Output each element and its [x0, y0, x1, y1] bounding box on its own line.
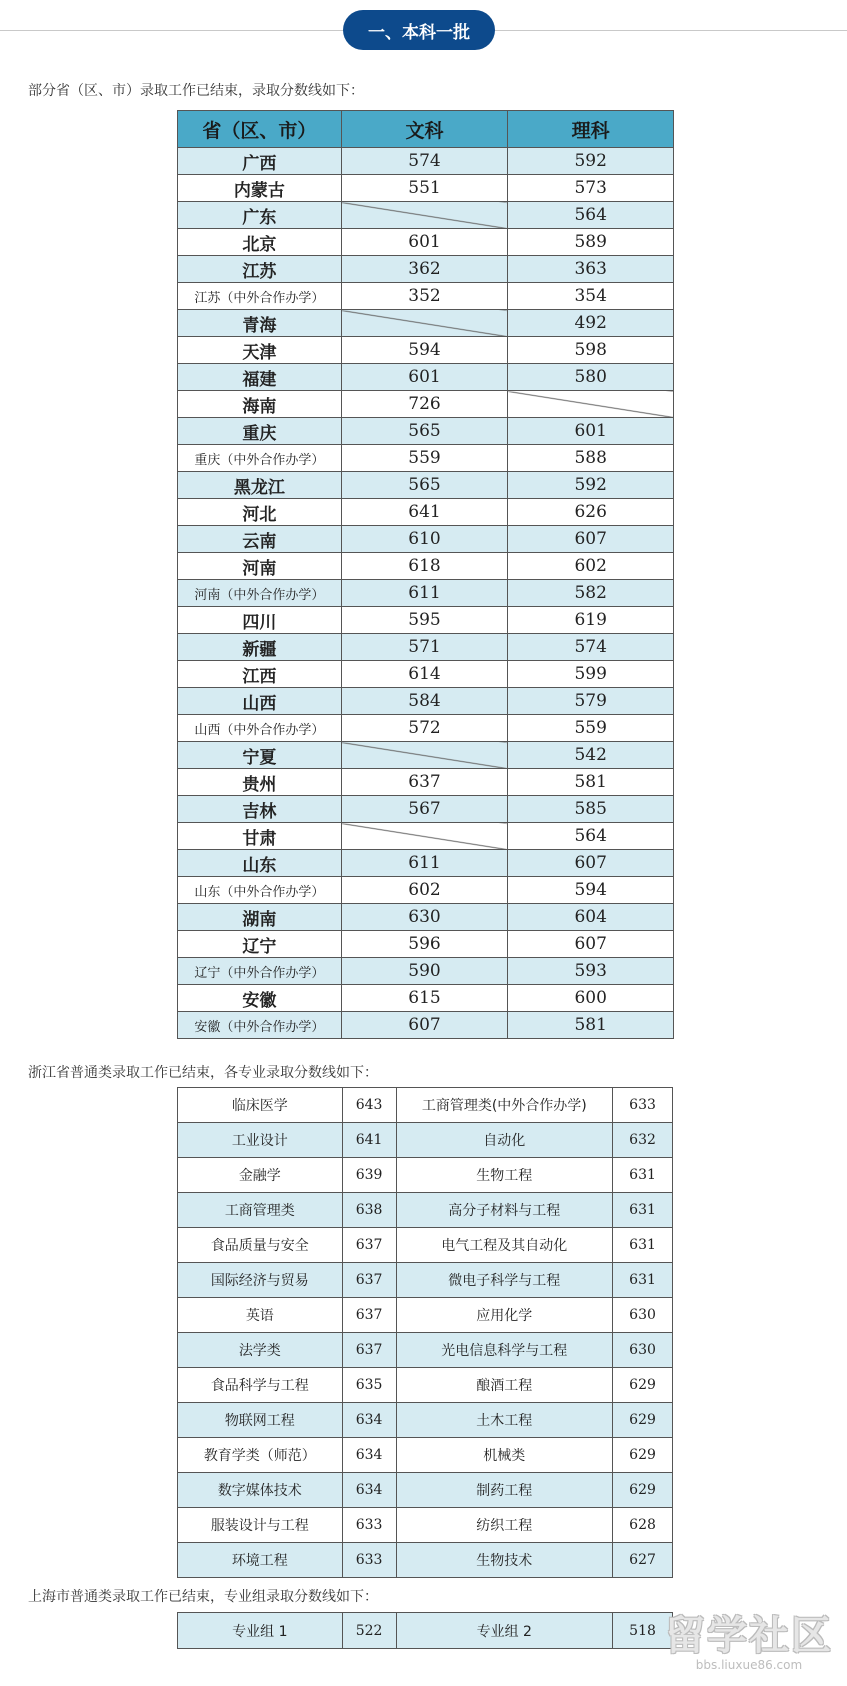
group-name: 专业组 2 [396, 1613, 613, 1649]
table-row [178, 553, 674, 580]
major-name: 纺织工程 [396, 1508, 612, 1543]
major-name: 土木工程 [396, 1403, 612, 1438]
table-row [178, 364, 674, 391]
province-cell: 河南（中外合作办学） [178, 580, 342, 607]
science-score: 581 [508, 769, 674, 796]
major-score: 637 [342, 1333, 396, 1368]
major-name: 制药工程 [396, 1473, 612, 1508]
section-title: 一、本科一批 [343, 10, 495, 50]
major-score: 629 [613, 1403, 673, 1438]
table-row [178, 904, 674, 931]
major-name: 教育学类（师范） [178, 1438, 343, 1473]
major-name: 食品科学与工程 [178, 1368, 343, 1403]
table-row [178, 1438, 673, 1473]
science-score: 619 [508, 607, 674, 634]
major-score: 627 [613, 1543, 673, 1578]
table-row [178, 850, 674, 877]
science-score: 573 [508, 175, 674, 202]
table-row [178, 580, 674, 607]
science-score: 589 [508, 229, 674, 256]
major-score: 630 [613, 1333, 673, 1368]
table-row [178, 1012, 674, 1039]
table-row [178, 472, 674, 499]
science-score: 601 [508, 418, 674, 445]
liberal-arts-score: 630 [341, 904, 508, 931]
science-score: 363 [508, 256, 674, 283]
table-row [178, 202, 674, 229]
major-name: 高分子材料与工程 [396, 1193, 612, 1228]
major-name: 生物技术 [396, 1543, 612, 1578]
province-cell: 广西 [178, 148, 342, 175]
major-score: 631 [613, 1193, 673, 1228]
table-row [178, 688, 674, 715]
liberal-arts-score: 572 [341, 715, 508, 742]
science-score: 564 [508, 202, 674, 229]
major-score: 630 [613, 1298, 673, 1333]
table-row [178, 661, 674, 688]
science-score: 599 [508, 661, 674, 688]
table-row [178, 418, 674, 445]
table-row [178, 958, 674, 985]
major-score: 635 [342, 1368, 396, 1403]
province-cell: 云南 [178, 526, 342, 553]
liberal-arts-score [341, 202, 508, 229]
major-score: 629 [613, 1438, 673, 1473]
major-score: 629 [613, 1368, 673, 1403]
liberal-arts-score [341, 823, 508, 850]
science-score [508, 391, 674, 418]
liberal-arts-score [341, 742, 508, 769]
table-row [178, 1228, 673, 1263]
table-row [178, 175, 674, 202]
shanghai-group-table [177, 1612, 673, 1649]
major-name: 自动化 [396, 1123, 612, 1158]
header-liberal-arts: 文科 [341, 111, 508, 148]
liberal-arts-score: 590 [341, 958, 508, 985]
table-row [178, 148, 674, 175]
province-cell: 山西（中外合作办学） [178, 715, 342, 742]
major-name: 国际经济与贸易 [178, 1263, 343, 1298]
major-score: 634 [342, 1438, 396, 1473]
table-row [178, 526, 674, 553]
table-row [178, 742, 674, 769]
header-province: 省（区、市） [178, 111, 342, 148]
major-score: 637 [342, 1263, 396, 1298]
science-score: 594 [508, 877, 674, 904]
province-cell: 广东 [178, 202, 342, 229]
liberal-arts-score: 726 [341, 391, 508, 418]
group-name: 专业组 1 [178, 1613, 343, 1649]
science-score: 580 [508, 364, 674, 391]
major-score: 641 [342, 1123, 396, 1158]
major-name: 光电信息科学与工程 [396, 1333, 612, 1368]
major-name: 工业设计 [178, 1123, 343, 1158]
major-score: 637 [342, 1228, 396, 1263]
science-score: 592 [508, 472, 674, 499]
major-name: 临床医学 [178, 1088, 343, 1123]
province-score-table [177, 110, 674, 1039]
table-row [178, 1088, 673, 1123]
table-row [178, 391, 674, 418]
watermark-logo: 留学社区 [665, 1613, 833, 1659]
province-cell: 新疆 [178, 634, 342, 661]
liberal-arts-score: 637 [341, 769, 508, 796]
liberal-arts-score: 574 [341, 148, 508, 175]
table-row [178, 1193, 673, 1228]
liberal-arts-score: 571 [341, 634, 508, 661]
table-row [178, 1543, 673, 1578]
liberal-arts-score: 595 [341, 607, 508, 634]
province-cell: 山东（中外合作办学） [178, 877, 342, 904]
table-row [178, 1123, 673, 1158]
major-name: 酿酒工程 [396, 1368, 612, 1403]
science-score: 585 [508, 796, 674, 823]
intro-text-3: 上海市普通类录取工作已结束，专业组录取分数线如下： [28, 1589, 378, 1605]
province-cell: 福建 [178, 364, 342, 391]
province-cell: 辽宁（中外合作办学） [178, 958, 342, 985]
major-name: 食品质量与安全 [178, 1228, 343, 1263]
province-cell: 内蒙古 [178, 175, 342, 202]
province-cell: 重庆（中外合作办学） [178, 445, 342, 472]
group-score: 518 [613, 1613, 673, 1649]
table-row [178, 1473, 673, 1508]
major-name: 物联网工程 [178, 1403, 343, 1438]
liberal-arts-score: 615 [341, 985, 508, 1012]
science-score: 574 [508, 634, 674, 661]
table-row [178, 499, 674, 526]
table-row [178, 1613, 673, 1649]
table-row [178, 823, 674, 850]
major-name: 电气工程及其自动化 [396, 1228, 612, 1263]
science-score: 581 [508, 1012, 674, 1039]
science-score: 604 [508, 904, 674, 931]
major-score: 629 [613, 1473, 673, 1508]
watermark-url: bbs.liuxue86.com [695, 1658, 803, 1672]
table-row [178, 445, 674, 472]
major-score: 639 [342, 1158, 396, 1193]
table-row [178, 1263, 673, 1298]
province-cell: 重庆 [178, 418, 342, 445]
major-score: 632 [613, 1123, 673, 1158]
table-row [178, 715, 674, 742]
watermark [665, 1614, 833, 1672]
table-row [178, 256, 674, 283]
science-score: 592 [508, 148, 674, 175]
major-name: 服装设计与工程 [178, 1508, 343, 1543]
table-row [178, 634, 674, 661]
table-row [178, 1368, 673, 1403]
science-score: 600 [508, 985, 674, 1012]
table-row [178, 283, 674, 310]
zhejiang-major-table [177, 1087, 673, 1578]
province-cell: 四川 [178, 607, 342, 634]
group-score: 522 [342, 1613, 396, 1649]
province-cell: 海南 [178, 391, 342, 418]
province-cell: 辽宁 [178, 931, 342, 958]
major-score: 637 [342, 1298, 396, 1333]
major-score: 638 [342, 1193, 396, 1228]
major-score: 631 [613, 1158, 673, 1193]
liberal-arts-score: 602 [341, 877, 508, 904]
liberal-arts-score: 601 [341, 364, 508, 391]
table-row [178, 985, 674, 1012]
science-score: 579 [508, 688, 674, 715]
province-cell: 天津 [178, 337, 342, 364]
major-name: 法学类 [178, 1333, 343, 1368]
table-row [178, 310, 674, 337]
province-cell: 青海 [178, 310, 342, 337]
major-name: 工商管理类(中外合作办学) [396, 1088, 612, 1123]
science-score: 593 [508, 958, 674, 985]
liberal-arts-score: 565 [341, 472, 508, 499]
major-score: 634 [342, 1403, 396, 1438]
major-name: 环境工程 [178, 1543, 343, 1578]
science-score: 559 [508, 715, 674, 742]
intro-text-1: 部分省（区、市）录取工作已结束，录取分数线如下： [28, 83, 364, 99]
province-cell: 江西 [178, 661, 342, 688]
table-header-row [178, 111, 674, 148]
major-name: 微电子科学与工程 [396, 1263, 612, 1298]
science-score: 582 [508, 580, 674, 607]
liberal-arts-score: 584 [341, 688, 508, 715]
table-row [178, 877, 674, 904]
major-score: 633 [342, 1508, 396, 1543]
table-row [178, 931, 674, 958]
major-name: 应用化学 [396, 1298, 612, 1333]
science-score: 602 [508, 553, 674, 580]
major-score: 628 [613, 1508, 673, 1543]
table-row [178, 229, 674, 256]
province-cell: 江苏（中外合作办学） [178, 283, 342, 310]
table-row [178, 1403, 673, 1438]
science-score: 492 [508, 310, 674, 337]
liberal-arts-score: 610 [341, 526, 508, 553]
liberal-arts-score: 611 [341, 580, 508, 607]
province-cell: 江苏 [178, 256, 342, 283]
table-row [178, 769, 674, 796]
major-name: 工商管理类 [178, 1193, 343, 1228]
major-name: 数字媒体技术 [178, 1473, 343, 1508]
major-score: 643 [342, 1088, 396, 1123]
science-score: 607 [508, 850, 674, 877]
major-score: 633 [342, 1543, 396, 1578]
province-cell: 河南 [178, 553, 342, 580]
liberal-arts-score [341, 310, 508, 337]
liberal-arts-score: 352 [341, 283, 508, 310]
major-name: 生物工程 [396, 1158, 612, 1193]
province-cell: 安徽（中外合作办学） [178, 1012, 342, 1039]
province-cell: 黑龙江 [178, 472, 342, 499]
header-science: 理科 [508, 111, 674, 148]
liberal-arts-score: 565 [341, 418, 508, 445]
province-cell: 贵州 [178, 769, 342, 796]
major-score: 631 [613, 1228, 673, 1263]
liberal-arts-score: 551 [341, 175, 508, 202]
intro-text-2: 浙江省普通类录取工作已结束，各专业录取分数线如下： [28, 1065, 378, 1081]
liberal-arts-score: 607 [341, 1012, 508, 1039]
province-cell: 安徽 [178, 985, 342, 1012]
table-row [178, 1158, 673, 1193]
liberal-arts-score: 614 [341, 661, 508, 688]
science-score: 607 [508, 931, 674, 958]
science-score: 607 [508, 526, 674, 553]
liberal-arts-score: 618 [341, 553, 508, 580]
province-cell: 山东 [178, 850, 342, 877]
liberal-arts-score: 559 [341, 445, 508, 472]
major-score: 633 [613, 1088, 673, 1123]
province-cell: 河北 [178, 499, 342, 526]
province-cell: 甘肃 [178, 823, 342, 850]
major-name: 机械类 [396, 1438, 612, 1473]
province-cell: 山西 [178, 688, 342, 715]
major-score: 631 [613, 1263, 673, 1298]
province-cell: 湖南 [178, 904, 342, 931]
table-row [178, 1508, 673, 1543]
table-row [178, 1298, 673, 1333]
liberal-arts-score: 596 [341, 931, 508, 958]
science-score: 598 [508, 337, 674, 364]
science-score: 542 [508, 742, 674, 769]
liberal-arts-score: 601 [341, 229, 508, 256]
liberal-arts-score: 611 [341, 850, 508, 877]
major-name: 英语 [178, 1298, 343, 1333]
science-score: 354 [508, 283, 674, 310]
province-cell: 吉林 [178, 796, 342, 823]
science-score: 588 [508, 445, 674, 472]
table-row [178, 796, 674, 823]
liberal-arts-score: 567 [341, 796, 508, 823]
science-score: 626 [508, 499, 674, 526]
province-cell: 宁夏 [178, 742, 342, 769]
major-score: 634 [342, 1473, 396, 1508]
liberal-arts-score: 641 [341, 499, 508, 526]
liberal-arts-score: 594 [341, 337, 508, 364]
province-cell: 北京 [178, 229, 342, 256]
table-row [178, 337, 674, 364]
liberal-arts-score: 362 [341, 256, 508, 283]
major-name: 金融学 [178, 1158, 343, 1193]
science-score: 564 [508, 823, 674, 850]
table-row [178, 607, 674, 634]
table-row [178, 1333, 673, 1368]
